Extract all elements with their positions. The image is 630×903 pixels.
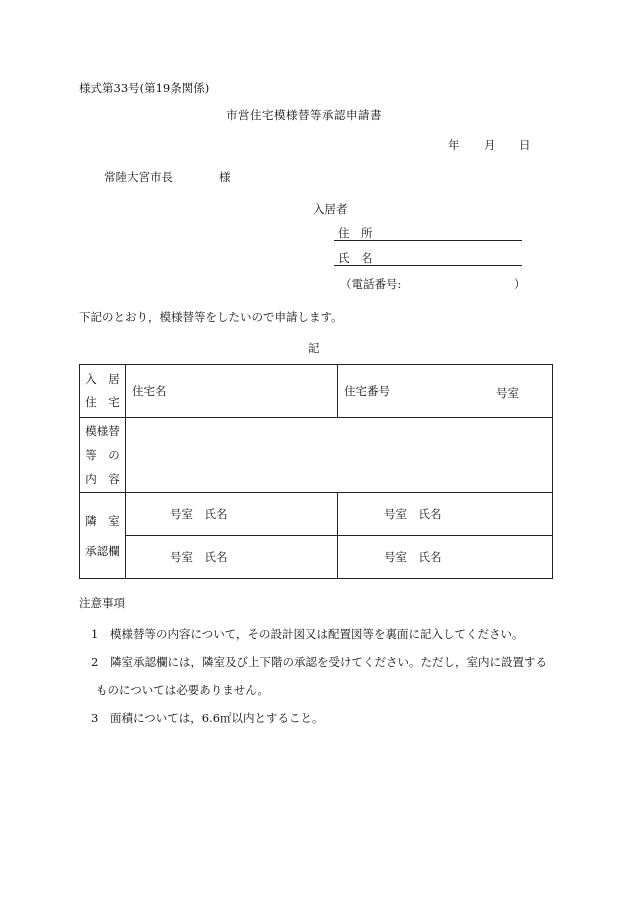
- neighbor-entry-2[interactable]: [338, 493, 553, 536]
- row-remodel: [80, 418, 553, 493]
- housing-label: [80, 365, 126, 418]
- remodel-content-cell[interactable]: [126, 418, 553, 493]
- neighbor-label-top: 隣 室: [85, 513, 120, 528]
- row-neighbor-2: [80, 536, 553, 579]
- neighbor-entry-1[interactable]: [126, 493, 338, 536]
- address-label: 住 所: [338, 226, 373, 240]
- neighbor-entry-4[interactable]: [338, 536, 553, 579]
- date-month: 月: [484, 138, 496, 152]
- row-housing: [80, 365, 553, 418]
- name-field[interactable]: [334, 265, 522, 266]
- neighbor-entry-1-label: 号室 氏名: [170, 507, 228, 521]
- date-year: 年: [448, 138, 460, 152]
- note-1-number: 1: [91, 627, 99, 641]
- neighbor-entry-3[interactable]: [126, 536, 338, 579]
- remodel-label: [80, 418, 126, 493]
- date-day: 日: [519, 138, 531, 152]
- addressee-mayor: 常陸大宮市長: [104, 170, 173, 184]
- note-2-continuation: ものについては必要ありません。: [96, 683, 269, 697]
- notes-heading: 注意事項: [79, 596, 125, 610]
- housing-number-cell[interactable]: [338, 365, 553, 418]
- intro-text: 下記のとおり，模様替等をしたいので申請します。: [79, 310, 343, 324]
- neighbor-entry-4-label: 号室 氏名: [384, 550, 442, 564]
- remodel-label-line1: 模様替: [85, 424, 120, 438]
- remodel-label-line3: 内 容: [85, 472, 120, 486]
- neighbor-entry-3-label: 号室 氏名: [170, 550, 228, 564]
- note-2-text: 隣室承認欄には，隣室及び上下階の承認を受けてください。ただし，室内に設置する: [110, 655, 547, 669]
- neighbor-entry-2-label: 号室 氏名: [384, 507, 442, 521]
- room-suffix-label: 号室: [496, 386, 519, 400]
- neighbor-label-bottom: 承認欄: [85, 543, 120, 558]
- housing-label-bottom: 住 宅: [85, 395, 120, 409]
- note-3-number: 3: [91, 711, 99, 725]
- neighbor-label: [80, 493, 126, 579]
- housing-number-label: 住宅番号: [344, 384, 390, 398]
- applicant-heading: 入居者: [313, 202, 348, 216]
- note-3-text: 面積については，6.6㎡以内とすること。: [110, 711, 324, 725]
- application-table: [79, 364, 553, 579]
- housing-label-top: 入 居: [85, 372, 120, 386]
- note-2-number: 2: [91, 655, 99, 669]
- phone-label: （電話番号:: [340, 277, 402, 291]
- address-field[interactable]: [334, 240, 522, 241]
- form-title: 市営住宅模様替等承認申請書: [226, 108, 382, 122]
- housing-name-label: 住宅名: [132, 384, 167, 398]
- addressee-sama: 様: [219, 170, 231, 184]
- housing-name-cell[interactable]: [126, 365, 338, 418]
- name-label: 氏 名: [338, 251, 373, 265]
- form-number: 様式第33号(第19条関係): [79, 81, 210, 95]
- phone-close: ）: [514, 277, 526, 291]
- row-neighbor-1: [80, 493, 553, 536]
- remodel-label-line2: 等 の: [85, 448, 120, 462]
- note-1-text: 模様替等の内容について，その設計図又は配置図等を裏面に記入してください。: [110, 627, 524, 641]
- ki-label: 記: [308, 341, 320, 355]
